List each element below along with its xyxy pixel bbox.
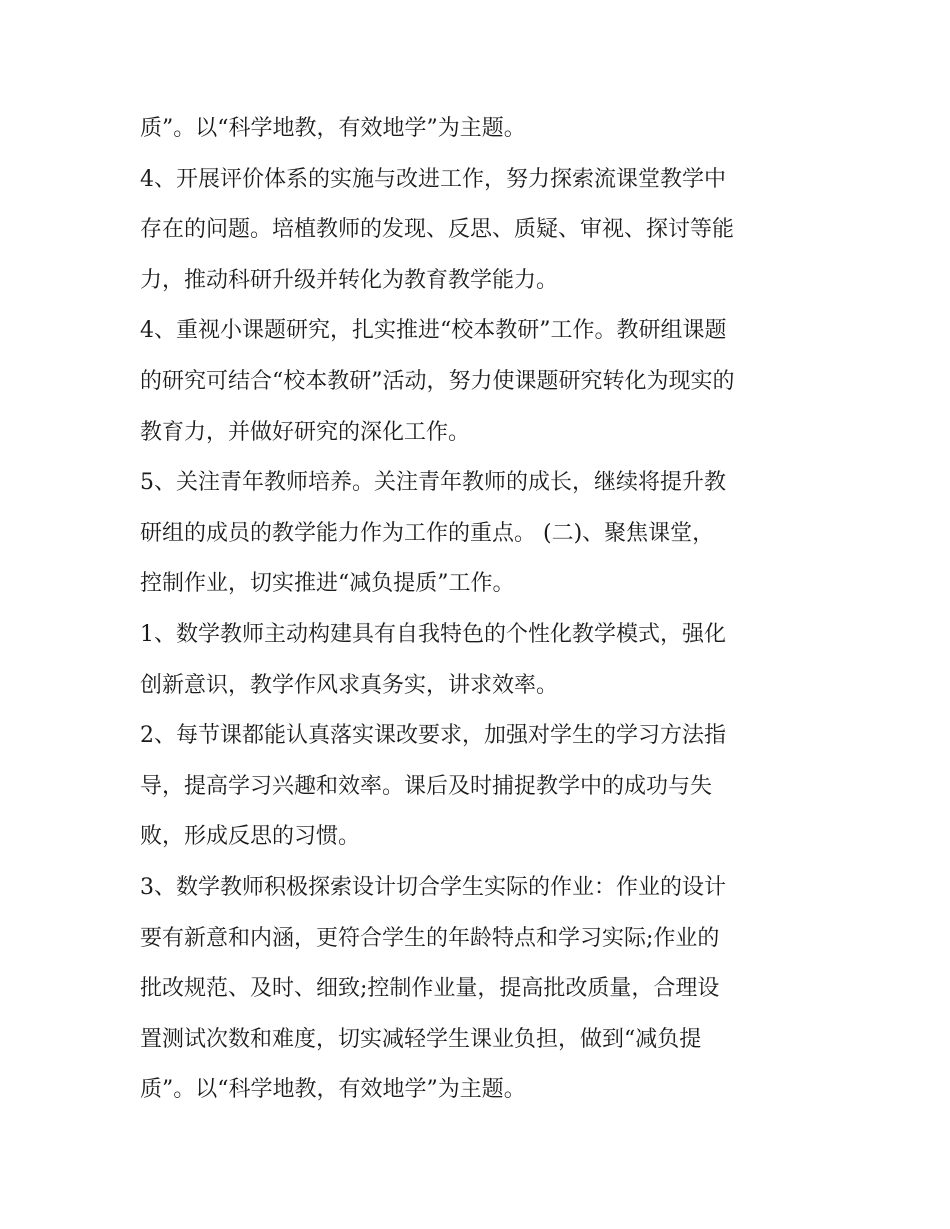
text-line: 创新意识，教学作风求真务实，讲求效率。 [140,672,559,698]
text-line: 研组的成员的教学能力作为工作的重点。 (二)、聚焦课堂， [140,520,715,546]
text-line: 4、重视小课题研究，扎实推进“校本教研”工作。教研组课题 [140,318,727,344]
text-line: 置测试次数和难度，切实减轻学生课业负担，做到“减负提 [140,1026,702,1052]
text-line: 质”。以“科学地教，有效地学”为主题。 [140,1077,526,1103]
text-line: 败，形成反思的习惯。 [140,824,361,850]
text-line: 教育力，并做好研究的深化工作。 [140,419,471,445]
text-line: 批改规范、及时、细致;控制作业量，提高批改质量，合理设 [140,976,720,1002]
document-body [140,104,820,1116]
text-line: 质”。以“科学地教，有效地学”为主题。 [140,116,526,141]
text-line: 3、数学教师积极探索设计切合学生实际的作业：作业的设计 [140,874,726,900]
text-line: 4、开展评价体系的实施与改进工作，努力探索流课堂教学中 [140,166,726,192]
text-line: 2、每节课都能认真落实课改要求，加强对学生的学习方法指 [140,723,726,749]
text-line: 控制作业，切实推进“减负提质”工作。 [140,571,515,597]
text-line: 1、数学教师主动构建具有自我特色的个性化教学模式，强化 [140,621,726,647]
text-line: 5、关注青年教师培养。关注青年教师的成长，继续将提升教 [140,470,726,496]
text-line: 要有新意和内涵，更符合学生的年龄特点和学习实际;作业的 [140,925,720,951]
text-line: 力，推动科研升级并转化为教育教学能力。 [140,267,559,293]
text-line: 的研究可结合“校本教研”活动，努力使课题研究转化为现实的 [140,368,735,394]
text-line: 存在的问题。培植教师的发现、反思、质疑、审视、探讨等能 [140,217,735,243]
text-line: 导，提高学习兴趣和效率。课后及时捕捉教学中的成功与失 [140,773,713,799]
